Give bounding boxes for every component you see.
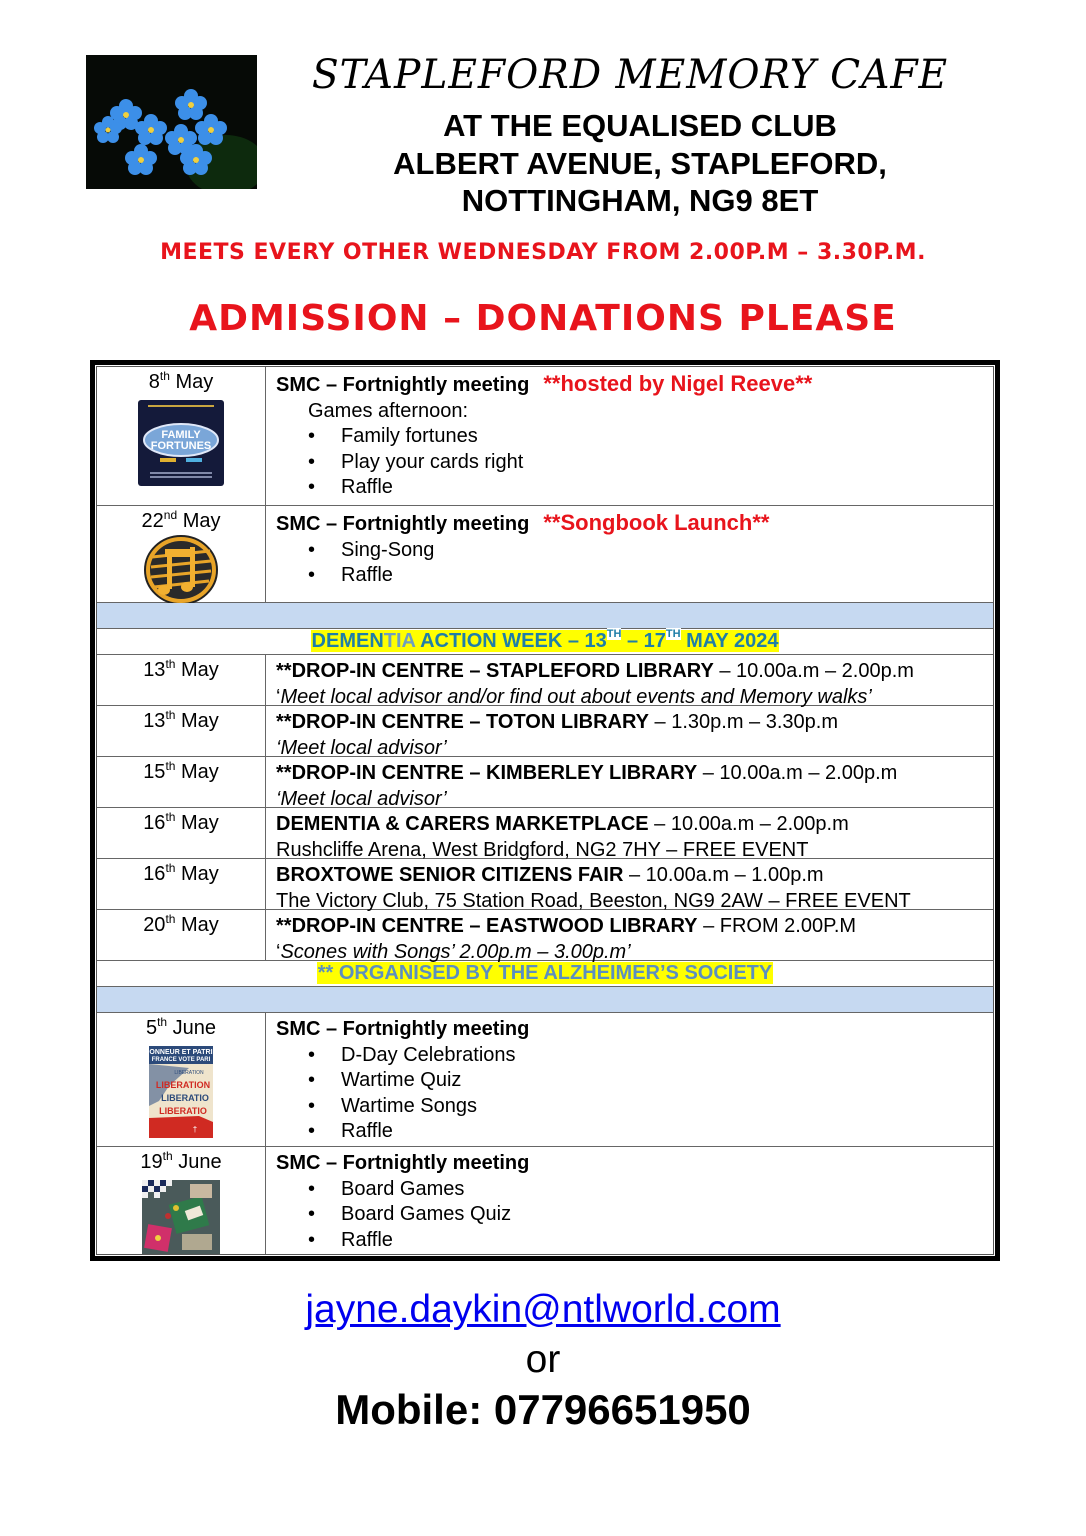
organiser-banner (97, 961, 993, 987)
event-note: ‘Meet local advisor’ (276, 736, 447, 759)
date-cell (97, 655, 266, 705)
dementia-week-banner (97, 629, 993, 655)
event-tag: **Songbook Launch** (543, 510, 770, 535)
event-time: – FROM 2.00P.M (697, 915, 857, 937)
date-day: 15 (143, 761, 166, 783)
date-day: 19 (140, 1151, 163, 1173)
list-item: • Board Games Quiz (276, 1202, 993, 1228)
svg-text:FAMILY: FAMILY (161, 429, 201, 441)
event-items (276, 538, 993, 589)
date-suffix: th (165, 759, 176, 773)
list-item: • Family fortunes (276, 424, 993, 450)
schedule-table (90, 360, 1000, 1261)
liberation-poster-image (149, 1046, 213, 1138)
table-row (97, 706, 993, 757)
date-cell (97, 1147, 266, 1254)
event-tag: **hosted by Nigel Reeve** (543, 371, 813, 396)
date-month: June (178, 1151, 222, 1173)
list-item: • D-Day Celebrations (276, 1043, 993, 1069)
event-title: SMC – Fortnightly meeting (276, 1152, 530, 1174)
banner-text (311, 630, 780, 652)
event-cell (266, 1013, 993, 1146)
event-cell (266, 506, 993, 602)
contact-email-link[interactable]: jayne.daykin@ntlworld.com (305, 1288, 781, 1331)
event-title: SMC – Fortnightly meeting (276, 374, 530, 396)
address-line-1: AT THE EQUALISED CLUB (443, 108, 837, 143)
svg-text:LIBERATION: LIBERATION (155, 1080, 211, 1090)
event-time: – 10.00a.m – 1.00p.m (623, 864, 824, 886)
event-title: DEMENTIA & CARERS MARKETPLACE (276, 813, 649, 835)
event-title: **DROP-IN CENTRE – STAPLEFORD LIBRARY (276, 660, 714, 682)
svg-text:LIBERATIO: LIBERATIO (161, 1093, 209, 1103)
date-suffix: th (165, 861, 176, 875)
event-cell (266, 910, 993, 963)
date-cell (97, 757, 266, 807)
table-row (97, 655, 993, 706)
date-suffix: th (165, 912, 176, 926)
event-title: BROXTOWE SENIOR CITIZENS FAIR (276, 864, 624, 886)
svg-text:FRANCE VOTE PARI: FRANCE VOTE PARI (151, 1057, 211, 1063)
svg-text:ONNEUR ET PATRI: ONNEUR ET PATRI (149, 1049, 213, 1056)
date-day: 16 (143, 812, 166, 834)
date-suffix: th (157, 1015, 168, 1029)
list-item: • Board Games (276, 1177, 993, 1203)
event-cell (266, 859, 993, 912)
event-title: SMC – Fortnightly meeting (276, 1018, 530, 1040)
event-note: Scones with Songs’ 2.00p.m – 3.00p.m’ (280, 940, 631, 963)
date-month: May (181, 863, 219, 885)
event-note-quote: ‘ (276, 685, 281, 708)
date-suffix: th (165, 657, 176, 671)
address-line-3: NOTTINGHAM, NG9 8ET (461, 183, 819, 218)
date-month: May (182, 510, 221, 532)
event-items (276, 424, 993, 501)
banner-part: MAY 2024 (680, 630, 779, 652)
table-row (97, 506, 993, 603)
date-suffix: th (162, 1149, 173, 1163)
banner-sup: TH (665, 628, 681, 640)
page-title: STAPLEFORD MEMORY CAFE (311, 52, 949, 98)
date-day: 20 (143, 914, 166, 936)
meeting-schedule-note: MEETS EVERY OTHER WEDNESDAY FROM 2.00P.M – 3.30P.M. (160, 240, 926, 265)
event-title: SMC – Fortnightly meeting (276, 513, 530, 535)
date-suffix: nd (163, 508, 178, 522)
banner-part: ACTION WEEK – 13 (415, 630, 607, 652)
list-item: • Sing-Song (276, 538, 993, 564)
event-cell (266, 367, 993, 505)
date-day: 8 (148, 371, 160, 393)
banner-part: DEMEN (311, 630, 384, 652)
spacer-row (97, 987, 993, 1013)
board-games-image (142, 1180, 220, 1254)
table-row (97, 808, 993, 859)
svg-text:†: † (192, 1125, 198, 1134)
event-time: – 10.00a.m – 2.00p.m (648, 813, 849, 835)
svg-text:LIBERATION: LIBERATION (174, 1070, 204, 1076)
date-month: June (172, 1017, 217, 1039)
list-item: • Raffle (276, 475, 993, 501)
event-title: **DROP-IN CENTRE – KIMBERLEY LIBRARY (276, 762, 698, 784)
family-fortunes-game-image (138, 400, 224, 486)
list-item: • Raffle (276, 563, 993, 589)
table-row (97, 367, 993, 506)
date-cell (97, 506, 266, 602)
event-cell (266, 757, 993, 810)
address-line-2: ALBERT AVENUE, STAPLEFORD, (393, 146, 887, 181)
date-suffix: th (165, 708, 176, 722)
date-cell (97, 367, 266, 505)
event-note: Meet local advisor and/or find out about events and Memory walks’ (280, 685, 872, 708)
date-cell (97, 706, 266, 756)
date-month: May (181, 812, 219, 834)
table-row (97, 757, 993, 808)
admission-note: ADMISSION – DONATIONS PLEASE (189, 298, 897, 339)
list-item: • Play your cards right (276, 450, 993, 476)
event-title: **DROP-IN CENTRE – TOTON LIBRARY (276, 711, 649, 733)
date-month: May (175, 371, 214, 393)
spacer-row (97, 603, 993, 629)
svg-text:FORTUNES: FORTUNES (150, 440, 212, 452)
event-cell (266, 808, 993, 861)
event-title: **DROP-IN CENTRE – EASTWOOD LIBRARY (276, 915, 698, 937)
banner-part: – 17 (621, 630, 666, 652)
event-subtitle: Games afternoon: (308, 399, 469, 422)
table-row (97, 859, 993, 910)
date-day: 22 (141, 510, 164, 532)
date-month: May (181, 761, 219, 783)
date-cell (97, 910, 266, 960)
list-item: • Wartime Quiz (276, 1068, 993, 1094)
date-month: May (181, 659, 219, 681)
date-suffix: th (165, 810, 176, 824)
event-cell (266, 655, 993, 708)
list-item: • Wartime Songs (276, 1094, 993, 1120)
banner-part: TIA (383, 630, 416, 652)
table-row (97, 910, 993, 961)
event-cell (266, 1147, 993, 1254)
svg-text:LIBERATIO: LIBERATIO (159, 1106, 207, 1116)
date-day: 13 (143, 710, 166, 732)
date-cell (97, 1013, 266, 1146)
contact-mobile: Mobile: 07796651950 (335, 1386, 751, 1433)
event-time: – 1.30p.m – 3.30p.m (649, 711, 839, 733)
music-note-badge-image (143, 535, 219, 605)
date-day: 5 (145, 1017, 158, 1039)
date-cell (97, 859, 266, 909)
banner-sup: TH (606, 628, 622, 640)
event-time: – 10.00a.m – 2.00p.m (697, 762, 898, 784)
event-time: – 10.00a.m – 2.00p.m (713, 660, 914, 682)
date-cell (97, 808, 266, 858)
event-note-quote: ‘ (276, 940, 281, 963)
organiser-text: ** ORGANISED BY THE ALZHEIMER’S SOCIETY (317, 962, 773, 984)
table-row (97, 1147, 993, 1254)
date-month: May (181, 914, 219, 936)
forget-me-not-flowers-image (86, 55, 257, 189)
event-items (276, 1043, 993, 1145)
event-cell (266, 706, 993, 759)
table-row (97, 1013, 993, 1147)
event-location: Rushcliffe Arena, West Bridgford, NG2 7HY – FREE EVENT (276, 838, 809, 861)
event-items (276, 1177, 993, 1254)
date-suffix: th (159, 369, 170, 383)
contact-or-text: or (525, 1338, 561, 1381)
date-month: May (181, 710, 219, 732)
event-location: The Victory Club, 75 Station Road, Beeston, NG9 2AW – FREE EVENT (276, 889, 911, 912)
list-item: • Raffle (276, 1228, 993, 1254)
date-day: 13 (143, 659, 166, 681)
list-item: • Raffle (276, 1119, 993, 1145)
event-note: ‘Meet local advisor’ (276, 787, 447, 810)
date-day: 16 (143, 863, 166, 885)
